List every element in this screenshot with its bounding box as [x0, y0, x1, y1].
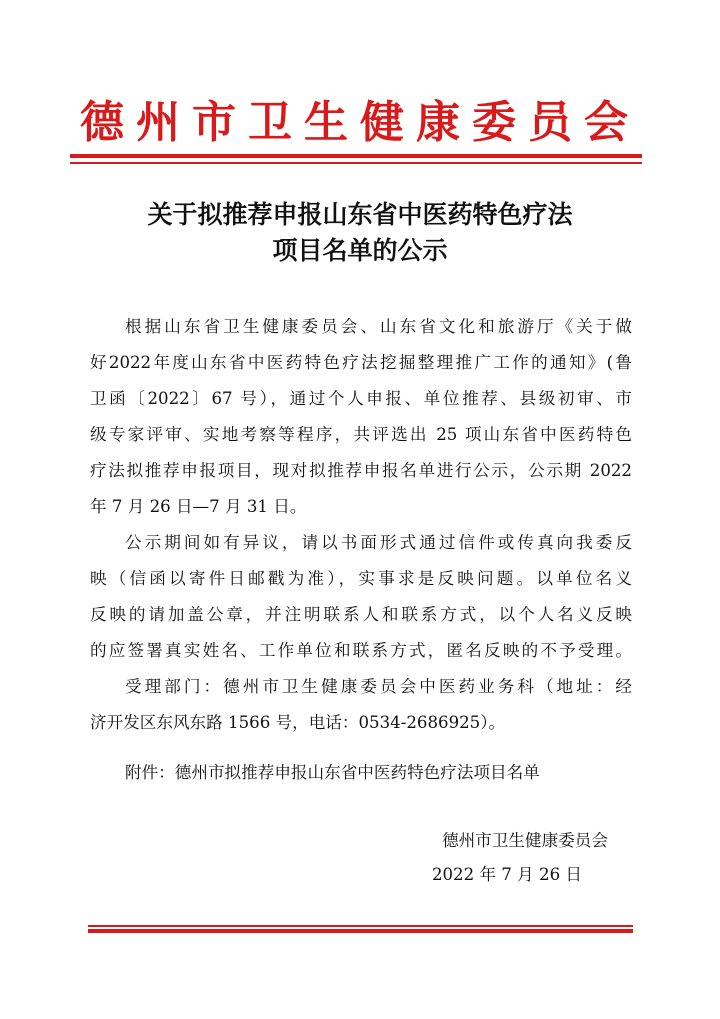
body-line: 的应签署真实姓名、工作单位和联系方式，匿名反映的不予受理。 — [90, 641, 632, 660]
signature-org: 德州市卫生健康委员会 — [442, 831, 608, 850]
document-title-line-2: 项目名单的公示 — [272, 236, 448, 265]
attachment-note: 附件：德州市拟推荐申报山东省中医药特色疗法项目名单 — [125, 763, 540, 782]
body-line: 济开发区东风东路 1566 号，电话：0534-2686925）。 — [90, 713, 506, 732]
header-rule-thick — [70, 154, 642, 158]
body-line: 卫函〔2022〕67 号），通过个人申报、单位推荐、县级初审、市 — [90, 389, 632, 408]
body-line: 公示期间如有异议，请以书面形式通过信件或传真向我委反 — [125, 533, 632, 552]
body-line: 好2022年度山东省中医药特色疗法挖掘整理推广工作的通知》(鲁 — [90, 353, 632, 372]
body-line: 反映的请加盖公章，并注明联系人和联系方式，以个人名义反映 — [90, 605, 632, 624]
header-rule-thin — [70, 162, 642, 164]
body-line: 根据山东省卫生健康委员会、山东省文化和旅游厅《关于做 — [125, 317, 632, 336]
signature-date: 2022 年 7 月 26 日 — [431, 865, 582, 884]
org-header: 德州市卫生健康委员会 — [80, 97, 640, 148]
document-title-line-1: 关于拟推荐申报山东省中医药特色疗法 — [147, 200, 573, 229]
body-line: 疗法拟推荐申报项目，现对拟推荐申报名单进行公示，公示期 2022 — [90, 461, 632, 480]
body-line: 受理部门：德州市卫生健康委员会中医药业务科（地址：经 — [125, 677, 632, 696]
footer-rule-thin — [88, 925, 633, 927]
footer-rule-thick — [88, 929, 633, 933]
body-line: 年 7 月 26 日—7 月 31 日。 — [90, 497, 307, 516]
body-line: 映（信函以寄件日邮戳为准），实事求是反映问题。以单位名义 — [90, 569, 632, 588]
body-line: 级专家评审、实地考察等程序，共评选出 25 项山东省中医药特色 — [90, 425, 632, 444]
